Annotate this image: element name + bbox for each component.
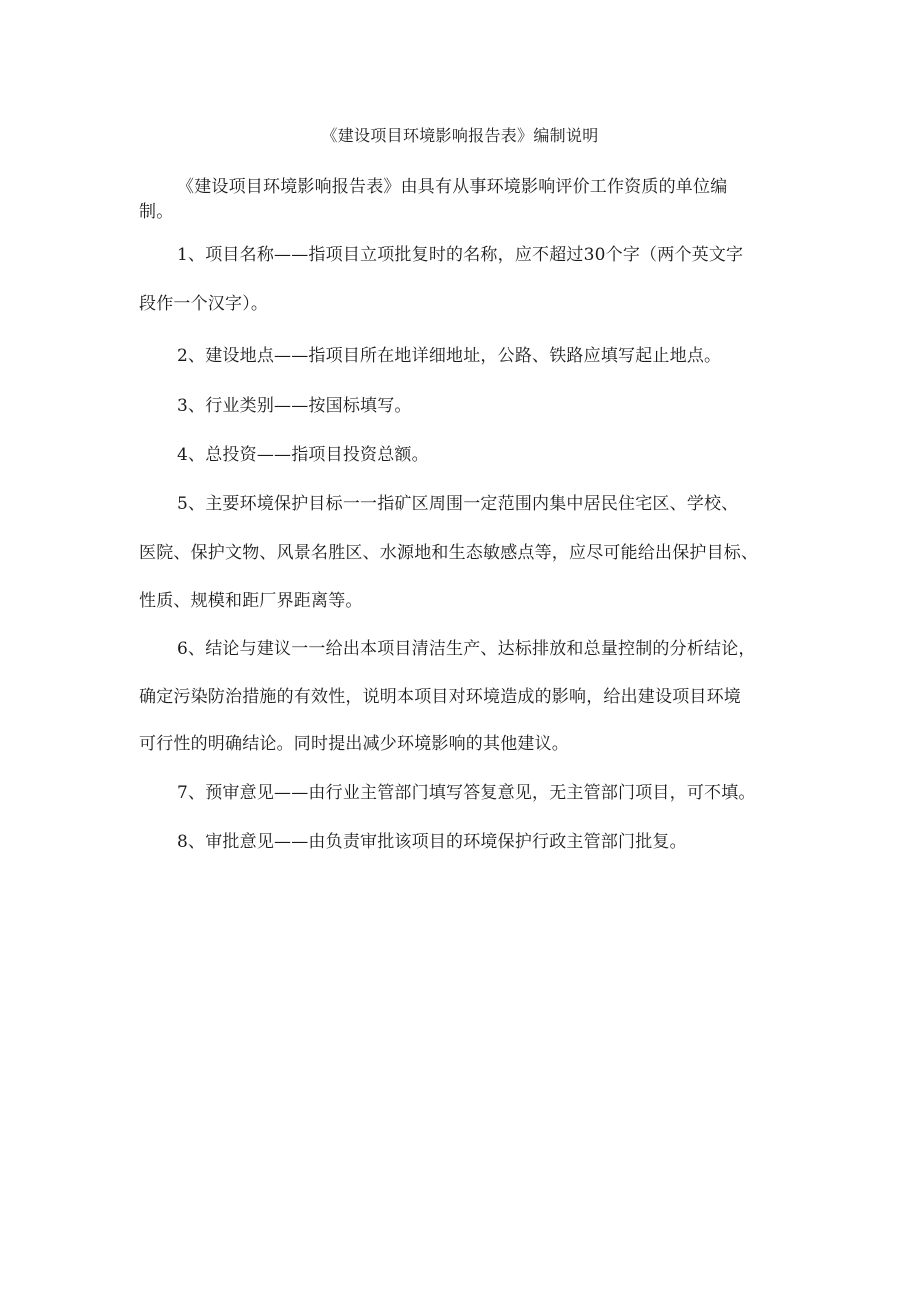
item-6-line-3: 可行性的明确结论。同时提出减少环境影响的其他建议。 (139, 734, 569, 754)
item-6-line-2: 确定污染防治措施的有效性，说明本项目对环境造成的影响，给出建设项目环境 (139, 687, 741, 707)
item-2-line-1: 2、建设地点——指项目所在地详细地址，公路、铁路应填写起止地点。 (177, 346, 722, 366)
intro-line-2: 制。 (139, 202, 174, 222)
item-1-line-1: 1、项目名称——指项目立项批复时的名称，应不超过30个字（两个英文字 (177, 245, 744, 265)
intro-line-1: 《建设项目环境影响报告表》由具有从事环境影响评价工作资质的单位编 (177, 177, 728, 197)
item-5-line-1: 5、主要环境保护目标一一指矿区周围一定范围内集中居民住宅区、学校、 (177, 494, 739, 514)
document-title: 《建设项目环境影响报告表》编制说明 (321, 126, 599, 145)
item-6-line-1: 6、结论与建议一一给出本项目清洁生产、达标排放和总量控制的分析结论， (177, 639, 756, 659)
item-4-line-1: 4、总投资——指项目投资总额。 (177, 445, 429, 465)
item-5-line-3: 性质、规模和距厂界距离等。 (139, 591, 363, 611)
item-8-line-1: 8、审批意见——由负责审批该项目的环境保护行政主管部门批复。 (177, 832, 687, 852)
item-3-line-1: 3、行业类别——按国标填写。 (177, 396, 412, 416)
item-1-line-2: 段作一个汉字）。 (139, 294, 269, 314)
item-5-line-2: 医院、保护文物、风景名胜区、水源地和生态敏感点等，应尽可能给出保护目标、 (139, 543, 759, 563)
item-7-line-1: 7、预审意见——由行业主管部门填写答复意见，无主管部门项目，可不填。 (177, 783, 756, 803)
